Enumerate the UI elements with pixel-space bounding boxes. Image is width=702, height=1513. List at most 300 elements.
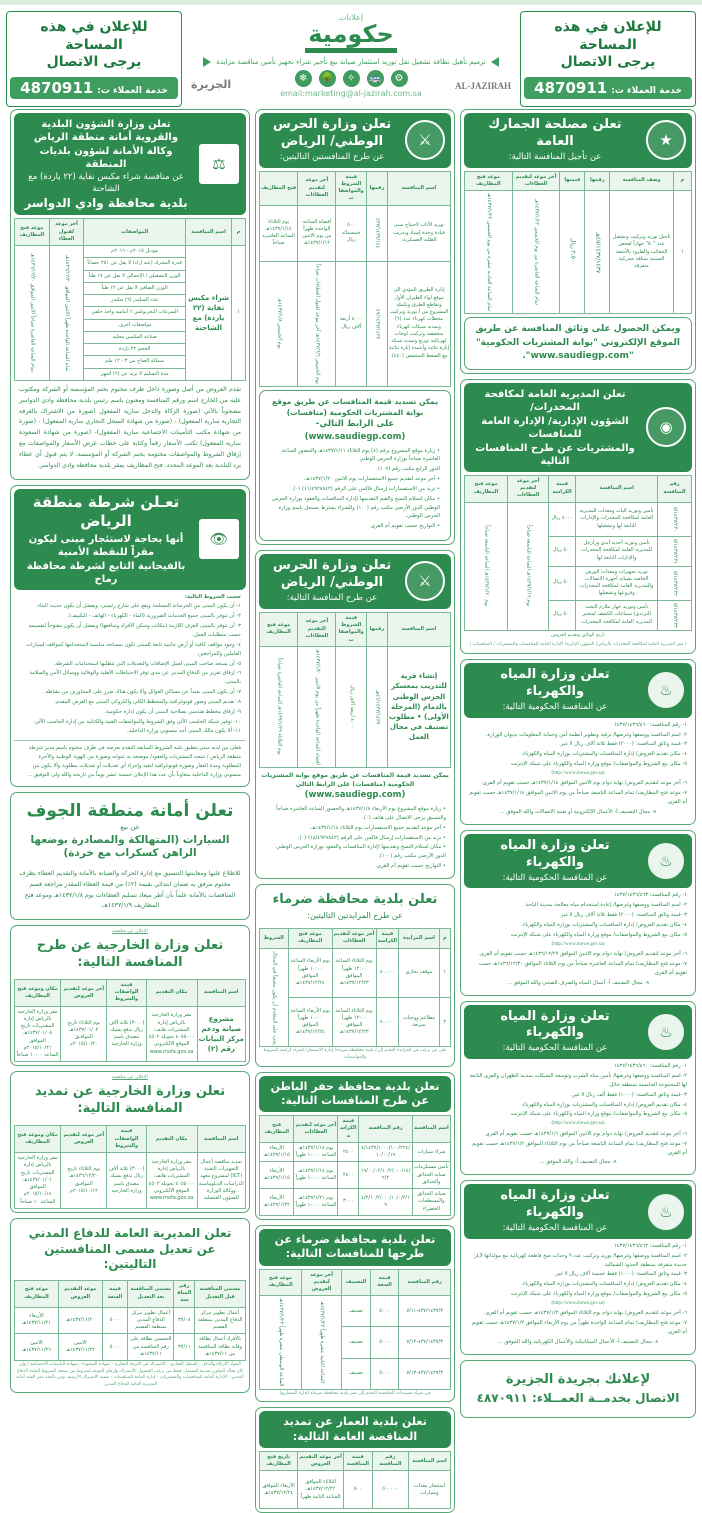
we2-item-2: ٣- قيمة وثائق المنافسة: (٢٠٠٠) فقط ثلاثة آلاف ريال لا غير. <box>559 912 687 919</box>
rm-col-2: المواصفات <box>84 219 186 246</box>
customs-note-url[interactable]: "www.saudiegp.com". <box>522 351 634 362</box>
dhurma-footer: على من يرغب في المزايدة التقدم إلى/ بلدية محافظة ضرماء/ إدارة الاستثمار/ لشراء كراسة الشروط والمواصفات <box>263 1048 447 1060</box>
narcotics-title-2: الشؤون الإدارية/ الإدارة العامة للمنافسات <box>481 415 629 440</box>
ad-riyadh-police <box>10 485 250 787</box>
narcotics-r0-ref: ٥/١٤٣٧/٢٣٠ <box>657 502 691 536</box>
rm-spec-0: موديل ٢٠١٥م - ٢٠١٦م <box>84 246 186 258</box>
leaf-icon: ❄ <box>295 70 312 87</box>
ad-right-phone-number: 4870911 <box>534 78 608 97</box>
we3-title: تعلن وزارة المياه والكهرباء <box>500 1008 610 1041</box>
table-row <box>260 948 451 997</box>
brand-block <box>187 11 515 107</box>
ng2-header-row <box>260 612 451 646</box>
ng1-r0-name: توريد الأثاث لاحتياج مبنى قيادة وحدة إسناد وتدريب الطلبة العسكرية. <box>387 205 450 261</box>
hafr-r1-ref: ١٩/٠٠/٠٢/١٠/٢/٠٠٠/١٤/٢/٢ <box>359 1162 412 1189</box>
ng1-r0-open: يوم الثلاثاء ١٤٣٧/١/١٤هـ الساعة العاشرة صباحاً <box>260 205 298 261</box>
narcotics-r3-price: ٥٠٠ ريال <box>549 600 576 630</box>
rm-header-row <box>15 219 246 246</box>
ng1-col-0: اسم المنافسة <box>387 171 450 205</box>
hafr-col-0: اسم المنافسة <box>412 1116 450 1143</box>
we4-items <box>464 1239 692 1351</box>
narcotics-emblem-icon: ◉ <box>646 407 686 447</box>
ad-narcotics <box>460 379 696 654</box>
ng1-r0-deadline: أقصاه الساعة الواحدة ظهراً من يوم الاثنين ١٤٣٧/١/١٢هـ <box>298 205 336 261</box>
cd-r1-after: التحسين نظافة على رقم المنافسة من ١٤٣٧/١١هـ <box>128 1334 174 1361</box>
ammar-table <box>259 1451 451 1510</box>
dhurma2-r0-price: ٥٠٠٠ <box>370 1296 399 1327</box>
dhurma-r1-open: يوم الأربعاء الساعة ١٠:٠٠ ظهراً الموافق ١٤٣٧/١٢/٢٤هـ <box>288 997 332 1046</box>
dhurma2-r2-ref: ٤٣٧/١٤٣٧/٣-٧/١٣ <box>399 1358 451 1389</box>
cd-header-row <box>15 1280 246 1307</box>
narcotics-col-1: اسم المنافسة <box>576 475 658 502</box>
cd-col-2: مسمى المنافسة بعد التعديل <box>128 1280 174 1307</box>
ng1-header <box>259 113 451 168</box>
customs-col-4: آخر موعد لتقديم العطاءات <box>512 171 560 191</box>
we1-item-1: ٢- اسم المنافسة ووصفها وغرضها/ ترقية وتطوير أنظمة أمن وحماية المعلومات بديوان الوزارة. <box>485 731 687 738</box>
ng2-r0-ref: ٤٦/١٤٣٧/١٤٣٧هـ <box>366 646 387 767</box>
columns-container <box>0 107 702 1500</box>
cd-col-1: رقم المنافسة <box>174 1280 195 1307</box>
we2-url[interactable]: (http://www.mowe.gov.sa) <box>551 941 605 947</box>
ad-water-electricity-1 <box>460 659 696 825</box>
ng1-col-4: فتح المظاريف <box>260 171 298 205</box>
ng2-r0-price: ٤٠٠٠ أربعة آلاف ريال <box>336 646 367 767</box>
ammar-col-4: تاريخ فتح المظاريف <box>260 1451 298 1471</box>
ammar-title: تعلن بلدية العمار عن تمديد المناقصة العامة التالية: <box>283 1415 427 1443</box>
dhurma2-r1-grade: تصنيف <box>342 1327 371 1358</box>
cd-r1-open: الاثنين ١٤٣٧/١١/٢٦هـ <box>15 1334 59 1361</box>
we3-item-0: ١- رقم المنافسة: ١٤٣٧/١٤٣٦/٤٦٠ <box>613 1063 687 1070</box>
narcotics-deadline: يوم ١٤٣٧/١/١٩هـ الساعة التاسعة صباحاً <box>508 502 549 630</box>
we4-item-1: ٢- اسم المنافسة ووصفها وغرضها/ توريد وتركيب عدد ٩ وحدات ضخ قاطعة كهربائية مع مولداتها لآبار جديدة متفرقة بمنطقة الحدود الشمالية. <box>474 1252 687 1268</box>
we2-item-3: ٤- مكان تقديم العروض/ إدارة المنافسات والمشتريات بوزارة المياه والكهرباء. <box>521 922 687 929</box>
masthead <box>0 7 702 107</box>
hafr-r0-price: ٢٤٠٠ <box>338 1142 359 1162</box>
hafr-r1-deadline: يوم ١٤٣٧/١/١٤هـ الساعة ١٠:٠٠ ظهراً <box>294 1162 338 1189</box>
ad-customs <box>460 109 696 374</box>
customs-col-1: وصف المنافسة <box>610 171 674 191</box>
ng2-bullet-0: • زيارة موقع المشروع يوم الأربعاء ١٤٣٧/١/٨هـ والحضور الساعة العاشرة صباحاً والتنسيق يرجى الاتصال على هاتف (٠). <box>276 806 446 821</box>
we1-item-7: ٧- موعد فتح المظاريف/ تمام الساعة التاسعة صباحاً من يوم الاثنين الموافق ١٤٣٧/١/١٤هـ حسب تقويم أم القرى. <box>469 790 687 806</box>
customs-subtitle: عن تأجيل المنافسة التالية: <box>508 151 602 162</box>
hafr-r1-price: ٢٤٠٠ <box>338 1162 359 1189</box>
fm1-header <box>14 934 246 976</box>
municipality-emblem-icon: ⚖ <box>198 143 240 185</box>
ad-hafr-albatin <box>255 1072 455 1220</box>
cd-r0-open: الأربعاء ١٤٣٧/١١/٢١هـ <box>15 1307 59 1334</box>
dhurma-table <box>259 928 451 1047</box>
fm1-table <box>14 979 246 1063</box>
dhurma-r1-name: مطاعم ووجبات سريعة <box>399 997 439 1046</box>
aljazirah-promo[interactable] <box>460 1360 696 1419</box>
rp-cond-3: ٤- وجود مواقف كافية أو أرض جانبية تابعة للمبنى تكون بمساحة مناسبة لاستخدامها كمواقف لسيارات العاملين والمراجعين. <box>26 641 241 657</box>
column-right <box>460 109 696 1406</box>
dhurma2-col-1: قيمة السعة <box>370 1269 399 1296</box>
dhurma-r0-deadline: يوم الثلاثاء الساعة ١٢:٠٠ ظهراً الموافق ١٤٣٧/١٢/٢٣هـ <box>332 948 376 997</box>
ng1-r1-price: ٤٠٠٠ أربعة آلاف ريال <box>336 261 367 386</box>
narcotics-r2-ref: ٥/١٤٣٧/٢٣٢ <box>657 566 691 600</box>
narcotics-col-2: قيمة الكراسة <box>549 475 576 502</box>
column-left <box>10 109 250 1387</box>
fm1-r0-name: مشروع صيانة ودعم مركز البيانات رقم (٢) <box>197 1006 246 1062</box>
dhurma-col-4: موعد فتح المظاريف <box>288 929 332 949</box>
we3-items <box>464 1059 692 1171</box>
services-strip <box>203 57 499 67</box>
ng1-bullets <box>265 444 445 536</box>
we2-item-7: ٧- موعد فتح المظاريف/ تمام الساعة العاشرة صباحاً من يوم الثلاثاء الموافق ١٤٣٦/١٢/٣٠هـ حسب تقويم أم القرى. <box>478 961 687 976</box>
ad-riyadh-municipality <box>10 109 250 480</box>
cd-r0-before: أعمال تطوير مركز الدفاع المدني بمنطقة القصيم <box>195 1307 246 1334</box>
rm-title-4: بلدية محافظة وادي الدواسر <box>24 195 188 210</box>
hafr-r2-deadline: يوم ١٤٣٧/١/٢١هـ الساعة ١٠:٠٠ ظهراً <box>294 1189 338 1216</box>
ammar-header-row <box>260 1451 451 1471</box>
rp-cond-4: ٥- أن يستعد صاحب المبنى لعمل الإضافات والتعديلات التي تتطلبها استخدامات الشرطة. <box>53 660 241 667</box>
dhurma2-r1-price: ٥٠٠٠ <box>370 1327 399 1358</box>
ng1-r1-deadline: يوم الخميس ١٤٣٧/٦/٦هـ آخر موعد لقبول العطاءات صباحاً <box>298 261 336 386</box>
tree-icon: 🌳 <box>319 70 336 87</box>
ng1-r0-ref: ٤٣٧/١٤٣٧/١٤٤ <box>366 205 387 261</box>
fm2-header <box>14 1080 246 1122</box>
ng1-bullet-0: • زيارة موقع المشروع برقم (٤) يوم الثلاثاء ١٤٣٧/١/١١هـ والحضور الساعة العاشرة صباحاً بوزارة الحرس الوطني <box>281 447 440 463</box>
we4-item-8: ٨- مجال التصنيف أ- الأعمال الميكانيكية والأعمال الكهربائية والله الموفق ... <box>497 1338 659 1345</box>
table-row <box>15 1153 246 1209</box>
narcotics-r1-price: ٥٠٠ ريال <box>549 536 576 566</box>
we1-item-3: ٤- مكان تقديم العروض/ إدارة المنافسات والمشتريات بوزارة المياه والكهرباء. <box>521 751 687 758</box>
hafr-r2-price: ٣٠٠٠ <box>338 1189 359 1216</box>
ng2-bullet-2: • نزيد من الاستفسارات إرسال فاكس على الرقم (١٤/٤٩٢٨٨٤٢) (٠). <box>297 834 446 841</box>
dhurma-col-5: الشروط <box>260 929 289 949</box>
we3-item-7: ٧- موعد فتح المظاريف/ تمام الساعة التاسعة صباحاً من يوم الثلاثاء الموافق ١٤٣٧/١/٢هـ حسب تقويم أم القرى. <box>471 1140 687 1156</box>
rp-cond-2: ٣- أن تتوفر بالمبنى الغرف اللازمة (مكاتب وسكن الأفراد ومنافعها) ويفضل أن يكون مفتوحاً لتقسيمه حسب متطلبات العمل. <box>28 623 241 638</box>
dhurma-r1-deadline: يوم الثلاثاء الساعة ١٢:٠٠ ظهراً الموافق ١٤٣٧/١٢/٢٣هـ <box>332 997 376 1046</box>
we2-items <box>464 888 692 991</box>
table-row <box>260 1471 451 1509</box>
ad-water-electricity-3 <box>460 1001 696 1176</box>
ng2-title: تعلن وزارة الحرس الوطني/ الرياض <box>272 558 392 591</box>
we3-item-6: ٦- آخر موعد لتقديم العروض/ نهاية دوام يوم الاثنين الموافق ١٤٣٧/١/١هـ حسب تقويم أم القرى. <box>483 1130 687 1137</box>
dhurma2-table <box>259 1269 451 1390</box>
fm2-r0-price: (٣٠٠٠) ثلاثة آلاف ريال تدفع بشيك مصدق باسم وزارة الخارجية <box>107 1153 146 1209</box>
we1-item-0: ١- رقم المنافسة: ١٤٣٧/١٤٣٦/٤٦٠ <box>613 721 687 728</box>
table-row <box>260 1189 451 1216</box>
ng1-r1-open: يوم الخميس ١٤٣٧/١/٨هـ <box>260 261 298 386</box>
fm2-r0-place: مقر وزارة الخارجية بالرياض إدارة المشتريات هاتف: ٤٠٥٥٠٠٠ تحويلة ٤٥٠٢ الموقع الالكتروني www.mofa.gov.sa <box>146 1153 197 1209</box>
narcotics-r3-ref: ٥/١٤٣٧/٢٣٣ <box>657 600 691 630</box>
dhurma2-r2-price: ٥٠٠٠ <box>370 1358 399 1389</box>
rm-row-no: ١ <box>232 246 246 381</box>
customs-row0-ref: ٤٥/١٤٣٧/١٤٣٧هـ <box>585 191 610 314</box>
table-row <box>260 1142 451 1162</box>
ng1-note <box>259 390 451 542</box>
fm2-table <box>14 1125 246 1209</box>
narcotics-r0-name: تأمين وتوريد اليات ومعدات للمديرية العامة لمكافحة المخدرات والإدارات التابعة لها وتشغيلها <box>576 502 658 536</box>
dhurma-col-2: قيمة الكراسة <box>376 929 399 949</box>
cd-col-0: مسمى المنافسة قبل التعديل <box>195 1280 246 1307</box>
rm-row-name: شراء مكبس نفاية (٢٢ ياردة) مع الشاحنة <box>185 246 231 381</box>
dhurma2-header-row <box>260 1269 451 1296</box>
we4-item-3: ٤- مكان تقديم العروض/ إدارة المنافسات والمشتريات بوزارة المياه والكهرباء. <box>521 1281 687 1288</box>
dhurma2-col-3: آخر موعد لتقديم العروض <box>302 1269 342 1296</box>
dhurma-conditions: يجب على المتقدم أن يكون مصنفاً في المجال <box>260 948 289 1047</box>
dhurma-col-1: اسم المزايدة <box>399 929 439 949</box>
ad-ammar-municipality <box>255 1407 455 1513</box>
ad-jouf-amanah <box>10 792 250 921</box>
dhurma-header-row <box>260 929 451 949</box>
narcotics-footer-2: ( مقر المديرية العامة لمكافحة المخدرات بالرياض/ الشؤون الإدارية/ الإدارة العامة للمنافسات والمشتريات / المنافسات ) <box>469 642 687 648</box>
ng1-r1-ref: ٤٩/١٤٣٧/١٤٣٧ <box>366 261 387 386</box>
rm-spec-5: السرعات التجربوكس ٦ أمامية واحد خلفي <box>84 307 186 319</box>
ammar-col-0: اسم المنافسة <box>408 1451 450 1471</box>
ng1-bullet-2: • آخر موعد لتقديم جميع الاستفسارات يوم الاثنين ١٤٣٧/١/٢٠هـ. <box>303 476 440 483</box>
fm1-r0-deadline: يوم الثلاثاء تاريخ ١٤٣٧/٠١/٠٢هـ الموافـق ٢٠١٥/١٠/٢٠م <box>61 1006 107 1062</box>
ad-water-electricity-4 <box>460 1180 696 1355</box>
narcotics-table <box>464 475 692 631</box>
hafr-r2-name: صيانة الحدائق والمسطحات الخضراء <box>412 1189 450 1216</box>
ng1-table <box>259 171 451 387</box>
we1-title: تعلن وزارة المياه والكهرباء <box>500 667 610 699</box>
customs-row0-desc: تأجيل توريد وتركيب وتشغيل عدد "٥٠" جهازاً لفحص الحقائب والطرود بالأشعة السينية بمنافذ جمركية متفرقة <box>610 191 674 314</box>
dhurma2-header <box>259 1229 451 1266</box>
fm2-col-0: اسم المنافسة <box>197 1126 246 1153</box>
ng2-col-2: قيمة الشروط والمواصفات <box>336 612 367 646</box>
ng1-col-3: آخر موعد لتقديم العطاءات <box>298 171 336 205</box>
fm1-col-2: قيمة الواصفات والشروط <box>107 979 146 1006</box>
fm1-tag: الإعلان عن منافسة <box>112 929 148 935</box>
we3-subtitle: عن المنافسة الحكومية التالية: <box>502 1043 608 1054</box>
ng1-note-2[interactable]: على الرابط التالي- (www.saudiegp.com) <box>304 419 406 442</box>
we4-url[interactable]: (http://www.mowe.gov.sa) <box>551 1300 605 1306</box>
ng1-bullet-3: • نزيد من الاستفسارات إرسال فاكس على الرقم (١١/٤٩٢٨٨٤٢) (٠). <box>291 485 440 492</box>
we3-item-1: ٢- اسم المنافسة ووصفها وغرضها/ تأمين مياه الشرب وتوسعة الشبكات بمدينة الظهران والقرى التابعة لها للمجموعة الخامسة بمنطقة حائل. <box>469 1073 687 1088</box>
hafr-col-2: قيمة الكراسة <box>338 1116 359 1143</box>
dhurma2-title: تعلن بلدية محافظة ضرماء عن طرحها للمنافسات التالية: <box>274 1232 436 1261</box>
cd-r0-price: ٥٠٠٠ <box>102 1307 127 1334</box>
hafr-r1-open: الأربعاء ١٤٣٧/١/١٥هـ <box>260 1162 294 1189</box>
ng2-note-2[interactable]: (www.saudiegp.com) <box>304 790 406 801</box>
ng2-col-0: اسم المنافسة <box>387 612 450 646</box>
ng2-r0-deadline: أقصاه الساعة الواحدة ظهراً من يوم الاثنين ١٤٣٧/١/٢٠هـ <box>298 646 336 767</box>
table-row <box>260 997 451 1046</box>
cd-footer: المواد (الزكاة والدخل - السجل التجاري - الاشتراك في الغرفة التجارية - شهادة السعودة - شهادة التأمينات الاجتماعية / وإن كان هناك التعاون بمدينة المفصل. فقط من يرغب الحصول بالاشتراك وإرفاق الموعد لشروط من نسخة الشروط العامة الدفاع المدني - الإدارة العامة للمنافسات والمشتريات - إدارة العامة للمنافسات - شعبة الاشتراك الأرضية. ومن بالعقد مقر العقد أمانة المديرية العامة للدفاع المدني. <box>16 1362 244 1387</box>
cd-r1-ref: ٣٧/١١ <box>174 1334 195 1361</box>
hafr-r0-name: شراء سيارات <box>412 1142 450 1162</box>
customs-row0-value: ٢,٥٠٠ ريال <box>560 191 585 314</box>
we2-subtitle: عن المنافسة الحكومية التالية: <box>502 872 608 883</box>
ad-civil-defense <box>10 1218 250 1393</box>
cd-col-5: موعد فتح المظاريف <box>15 1280 59 1307</box>
hafr-r0-ref: ٤/١٤٣٧/١٠٠٠/١٠٠/٢٢٤/١٠/٠٠/١٩ <box>359 1142 412 1162</box>
dhurma-header <box>259 888 451 925</box>
rm-spec-1: قدرة المحرك (عند ل/د) لا يقل عن ٢٥١ حصاناً <box>84 258 186 270</box>
ammar-r0-name: استئجار معدات وسيارات <box>408 1471 450 1509</box>
cd-r1-deadline: الاثنين ١٤٣٧/١١/٢٢هـ <box>58 1334 102 1361</box>
jouf-sub1: عن بيع <box>120 822 140 831</box>
table-row <box>465 502 692 536</box>
customs-note-line1: ويمكن الحصول على وثائق المنافسة عن طريق <box>475 324 681 335</box>
rp-header <box>14 489 246 590</box>
fm2-r0-open: مقر وزارة الخارجية بالرياض إدارة المشتريات تاريخ ١٤٣٧/٠١/٠١هـ الموافق ٢٠١٥/١٠/١٤م الساعة ١٠ صباحاً <box>15 1153 61 1209</box>
ministry-water-emblem-icon: ♨ <box>646 1012 686 1052</box>
dhurma-r0-price: ٤٠,٠٠٠ <box>376 948 399 997</box>
dhurma2-r0-ref: ٤٣٧/١٤٣٧/٣-٧/١١ <box>399 1296 451 1327</box>
fm1-col-0: اسم المنافسة <box>197 979 246 1006</box>
table-row <box>15 1307 246 1334</box>
customs-title: تعلن مصلحة الجمارك العامة <box>488 117 622 149</box>
fm2-col-1: مكان التقديم <box>146 1126 197 1153</box>
ministry-water-emblem-icon: ♨ <box>646 1192 686 1232</box>
customs-col-3: قيمتها <box>560 171 585 191</box>
ng2-bullets <box>259 802 451 875</box>
dhurma2-r2-grade: تصنيف <box>342 1358 371 1389</box>
ad-right-phone-label: خدمة العملاء ت: <box>611 85 682 96</box>
cd-r0-ref: ٣٧/٠٨ <box>174 1307 195 1334</box>
cd-r0-after: أعمال تطوير مركز الدفاع المدني بمنطقة القصيم <box>128 1307 174 1334</box>
fm2-col-2: قيمة الواصفات والشروط <box>107 1126 146 1153</box>
ad-national-guard-2 <box>255 550 455 879</box>
we2-item-0: ١- رقم المنافسة: ١٤٣٧/١٤٣٦/٤٦٣ <box>613 892 687 899</box>
we2-item-4: ٥- مكان بيع الشروط والمواصفات/ موقع وزارة المياه والكهرباء على شبكة الإنترنت <box>510 931 687 938</box>
we1-items <box>464 718 692 821</box>
we4-item-7: ٧- موعد فتح المظاريف/ تمام الساعة الواحدة ظهراً من يوم الأربعاء الموافق ١٤٣٧/١/٣هـ حسب تقويم أم القرى. <box>471 1320 687 1336</box>
gear-icon: ⚙ <box>391 70 408 87</box>
customs-table-header-row <box>465 171 692 191</box>
ad-foreign-ministry-2 <box>10 1071 250 1213</box>
top-decoration-bar <box>0 0 702 5</box>
rp-title-3: بالفيحانية التابع لشرطة محافظة رماح <box>26 560 186 585</box>
ad-dhurma-2 <box>255 1225 455 1402</box>
narcotics-r2-name: توريد تجهيزات ومعدات الورش الخاصة بصيانة أجهزة الاتصالات وللمديرية العامة لمكافحة المخدرات وفروعها وتشغيلها <box>576 566 658 600</box>
dhurma-title: تعلن بلدية محافظة ضرماء <box>272 891 438 907</box>
rm-spec-7: صناعة المكبس محلية <box>84 331 186 343</box>
ad-right-phone <box>524 77 692 99</box>
cd-header <box>14 1222 246 1277</box>
triangle-right-icon <box>491 57 499 67</box>
we3-url[interactable]: (http://www.mowe.gov.sa) <box>551 1121 605 1127</box>
national-guard-emblem-icon: ⚔ <box>405 120 445 160</box>
rm-title-2: وكالة الأمانة لشؤون بلديات المنطقة <box>39 146 173 170</box>
ammar-header <box>259 1411 451 1448</box>
customs-col-5: موعد فتح المظاريف <box>465 171 513 191</box>
table-row <box>15 246 246 258</box>
customs-row0-deadline: تمام الساعة العاشرة من يوم الخميس ١٤٣٧/١/٢٢هـ <box>512 191 560 314</box>
aljazirah-arabic-logo: الجزيرة <box>191 78 232 91</box>
jouf-sub2: السيارات (المتهالكة والمصادرة بوضعها الراهن كسكراب مع خردة) <box>30 833 230 860</box>
brand-underline <box>305 48 397 53</box>
ng1-bullet-4: • مكان استلام النسخ والقيم التقديمها (إدارة المنافسات والعقود بوزارة الحرس الوطني الدور الأرضي مكتب رقم (١٠٠) وللشراء يشترط مسجل باسم وزارة الحرس الوطني. <box>271 495 440 520</box>
rm-col-1: اسم المنافسة <box>185 219 231 246</box>
police-emblem-icon: 👁 <box>198 518 240 560</box>
hafr-header <box>259 1076 451 1113</box>
narcotics-footer-1: تاريخ الوثائق وتقديم العروض <box>550 632 606 638</box>
rp-cond-8: ٩- إرفاق مخطط هندسي بصلاحية المبنى أن يكون إدارة حكومية. <box>104 708 241 715</box>
dhurma-col-0: م <box>439 929 450 949</box>
rp-cond-9: ١٠- توفير شبكة الحاسب الآلي وفق الشروط والمواصفات الفنية والكتابية من إدارة الحاسب الآلي. <box>33 718 241 725</box>
rm-spec-8: الحجم ٢٢ ياردة <box>84 344 186 356</box>
rm-spec-10: مدة التسليم لا تزيد عن (٦) أشهر <box>84 368 186 380</box>
ammar-r0-ref: ٥٠٠٠٠٠ <box>372 1471 408 1509</box>
rm-body-text: تقدم العروض من أصل وصورة داخل ظرف مختوم بختم المؤسسة أو الشركة ومكتوب عليه من الخارج اسم ورقم المنافسة ومعنون باسم رئيس بلدية محافظة وادي الدواسر مصحوباً بالآتي (صورة الزكاة والدخل سارية المفعول (صورة من الاشتراك بالغرفة التجارية سارية المفعول) - (صورة من شهادة السجل التجاري سارية المفعول) - (صورة من شهادة مكتب التأمينات الاجتماعية سارية المفعول)- (صورة من شهادة السعودة سارية المفعول) تكتب الأسعار رقماً وكتابة على خطاب عرض الأسعار والمواصفات مع إرفاق الشروط والمواصفات مختومة بختم الشركة أو المؤسسة. لا يتم قبول أي عطاء يرد للبلدية بعد الموعد المحدد. فتح المظاريف بمقر بلدية محافظة وادي الدواسر. <box>19 385 241 469</box>
ng1-header-row <box>260 171 451 205</box>
dhurma-subtitle: عن طرح المزايدتين التاليتين: <box>307 910 403 920</box>
rm-col-3: آخر موعد لقبول العطاء <box>49 219 84 246</box>
customs-emblem-icon: ★ <box>646 120 686 160</box>
national-guard-emblem-icon: ⚔ <box>405 561 445 601</box>
we1-url[interactable]: (http://www.mowe.gov.sa) <box>551 770 605 776</box>
email-line: email:marketing@al-jazirah.com.sa <box>280 89 422 98</box>
ng2-r0-open: يوم الثلاثاء ١٤٣٧/١/٢٩هـ الساعة العاشرة صباحاً <box>260 646 298 767</box>
table-row <box>15 1334 246 1361</box>
rp-cond-6: ٧- أن يكون المبنى بعيداً عن مساكن العوائل وألا يكون هناك ضرر على المجاورين من نشاطه. <box>43 689 241 696</box>
rm-deadline: تمام الساعة الواحدة ظهراً الاثنين الموافق ١٤٣٦/١٢/٢٠هـ <box>49 246 84 381</box>
ng1-note-1: يمكن تسديد قيمة المنافسات عن طريق موقع بوابة المشتريات الحكومية (منافسات) <box>272 396 438 417</box>
promo-line2: الاتصال بخدمــة العمــلاء: ٤٨٧٠٩١١ <box>476 1391 680 1406</box>
ng1-r0-price: ٥٠٠ خمسمائة ريال <box>336 205 367 261</box>
rm-col-0: م <box>232 219 246 246</box>
hafr-r2-open: الأربعاء ١٤٣٧/١/٢٢هـ <box>260 1189 294 1216</box>
dhurma-r0-no: ١ <box>439 948 450 997</box>
ad-left-line1: للإعلان في هذه المساحة <box>40 19 148 53</box>
ng1-bullet-5: • التواريخ حسب تقويم أم القرى. <box>369 523 440 530</box>
ad-space-left[interactable] <box>6 11 182 107</box>
customs-col-2: رقمها <box>585 171 610 191</box>
ng1-col-2: قيمة الشروط والمواصفات <box>336 171 367 205</box>
hafr-col-4: فتح المظاريف <box>260 1116 294 1143</box>
cd-col-4: موعد التقديم العروض <box>58 1280 102 1307</box>
ammar-col-3: آخر موعد التقديم العروض <box>298 1451 344 1471</box>
we2-item-8: ٨- مجال التصنيف أ- أعمال المياه والصرف الصحي والله الموفق ... <box>506 979 650 986</box>
dhurma2-col-0: رقم المنافسة <box>399 1269 451 1296</box>
ammar-r0-deadline: الثلاثاء الموافق ١٤٣٧/١٢/٢٢هـ الساعة الثانية ظهراً <box>298 1471 344 1509</box>
narcotics-r3-name: تأمين وتوريد جهاز ملازم البحث الترددي/ سماعات الكشف لمختبر المديرية العامة لمكافحة المخدرات <box>576 600 658 630</box>
narcotics-r2-price: ٥٠٠ ريال <box>549 566 576 600</box>
dhurma2-deadline: الساعة الثانية عشرة ظهراً ١٤٣٧/١/٢٢هـ <box>302 1296 342 1389</box>
fm1-r0-price: (٣٠٠٠) ثلاثة آلاف ريال تدفع بشيك مصدق باسم وزارة الخارجية <box>107 1006 146 1062</box>
we4-item-0: ١- رقم المنافسة: ١٤٣٧/١٤٣٦/٤٦٢ <box>613 1242 687 1249</box>
services-strip-text: ترميم تأهيل نظافة تشغيل نقل توريد استثمار صيانة بيع تأجير شراء تجهيز تأمين مناقصة مزايدة <box>216 58 486 66</box>
we2-title: تعلن وزارة المياه والكهرباء <box>500 837 610 870</box>
ng2-bullet-3: • مكان استلام النسخ وتقديمها (إدارة المنافسات والعقود بوزارة الحرس الوطني الدور الأرضي مكتب رقم (١٠٠). <box>276 844 446 860</box>
jouf-body: للاطلاع عليها ومعاينتها التنسيق مع إدارة الحركة والصيانة بالأمانة والتقديم العطاء بظرف مختوم مرفق به ضمان ابتدائي بقيمة (٢٪) من قيمة العطاء المقدر مراجعة قسم المناقصات بالأمانة علماً بأن أطر ميعاد تسليم العطاءات يوم ١٤٣٧/١/٨هـ وموعد فتح المظاريف ١٤٣٧/١/٩هـ. <box>19 869 241 910</box>
rm-open: تمام الساعة العاشرة صباحاً الاثنين الموافق ١٤٣٦/١٢/٢٠هـ <box>15 246 50 381</box>
ad-water-electricity-2 <box>460 830 696 996</box>
dhurma-r1-no: ٢ <box>439 997 450 1046</box>
narcotics-header-row <box>465 475 692 502</box>
rp-cond-7: ٨- تقديم المبنى وصور فوتوغرافية والمخطط الكلي والكروكي المبنى مع العرض المقدم. <box>54 698 241 705</box>
dhurma2-r1-ref: ٤٣٧/١٤٣٧/٣-٧/١٢ <box>399 1327 451 1358</box>
ng1-title: تعلن وزارة الحرس الوطني/ الرياض <box>272 117 392 149</box>
ad-right-line1: للإعلان في هذه المساحة <box>554 19 662 53</box>
we3-item-4: ٥- مكان بيع الشروط والمواصفات/ موقع وزارة المياه والكهرباء على شبكة الإنترنت <box>510 1111 687 1118</box>
we2-item-1: ٢- اسم المنافسة ووصفها وغرضها/ إعادة استخدام مياه معالجة بمدينة الباحة. <box>524 902 687 909</box>
ad-space-right[interactable] <box>520 11 696 107</box>
hafr-r0-deadline: يوم ١٤٣٧/١/١٤هـ الساعة ١٠:٠٠ ظهراً <box>294 1142 338 1162</box>
promo-line1: لإعلانك بجريدة الجزيرة <box>505 1371 651 1387</box>
narcotics-open: يوم ١٤٣٧/١/٢٠هـ الساعة التاسعة صباحاً <box>465 502 508 630</box>
we1-item-8: ٨- مجال التصنيف أ- الأعمال الإلكترونية أو تقنية الاتصالات والله الموفق ... <box>499 808 657 815</box>
rm-table <box>14 218 246 381</box>
rm-col-4: موعد فتح المظاريف <box>15 219 50 246</box>
cd-r0-deadline: ١٤٣٧/١١/٢٠هـ <box>58 1307 102 1334</box>
ad-national-guard-1 <box>255 109 455 545</box>
narcotics-title-3: والمشتريات عن طرح المنافسات التالية <box>475 442 635 467</box>
fm1-title: تعلن وزارة الخارجية عن طرح المنافسة التالية: <box>36 938 224 971</box>
fm1-r0-open: مقر وزارة الخارجية بالرياض إدارة المشتريات تاريخ ١٤٣٧/٠١/٠٨هـ الموافق ٢٠١٥/١٠/٢١م الساعة ١٠:٠٠ صباحاً <box>15 1006 61 1062</box>
we3-item-2: ٣- قيمة وثائق المنافسة: (١٠٠٠) فقط ألف ريال لا غير. <box>570 1091 687 1098</box>
ng2-table <box>259 612 451 768</box>
ng1-col-1: رقمها <box>366 171 387 205</box>
ad-left-line2: يرجى الاتصال <box>46 54 142 71</box>
table-row <box>15 1006 246 1062</box>
